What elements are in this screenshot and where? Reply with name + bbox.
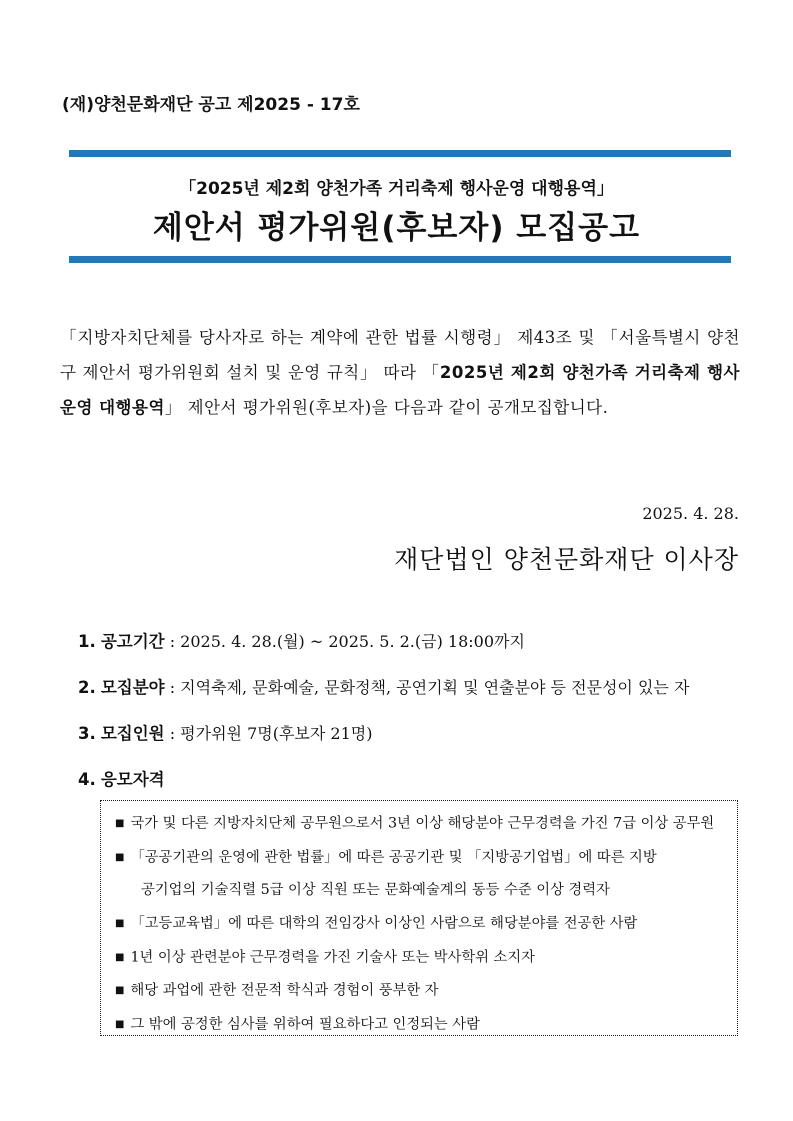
- item-announcement-period: [78, 628, 525, 652]
- bullet-icon: ■: [115, 951, 125, 963]
- item-number: 2.: [78, 678, 96, 697]
- header-bottom-bar: [69, 256, 731, 263]
- bullet-icon: ■: [115, 818, 125, 829]
- item-separator: :: [164, 724, 181, 743]
- notice-number: (재)양천문화재단 공고 제2025 - 17호: [62, 95, 360, 115]
- project-subtitle: 「2025년 제2회 양천가족 거리축제 행사운영 대행용역」: [179, 179, 614, 199]
- list-item: ■ 그 밖에 공정한 심사를 위하여 필요하다고 인정되는 사람: [115, 1016, 480, 1032]
- bullet-icon: ■: [115, 918, 125, 929]
- item-label: 응모자격: [100, 770, 165, 789]
- item-label: 모집인원: [100, 724, 165, 743]
- bullet-icon: ■: [115, 851, 125, 863]
- item-recruitment-count: [78, 720, 372, 744]
- list-item: ■ 「공공기관의 운영에 관한 법률」에 따른 공공기관 및 「지방공기업법」에 따른 지방: [115, 849, 657, 865]
- list-item: ■ 1년 이상 관련분야 근무경력을 가진 기술사 또는 박사학위 소지자: [115, 949, 535, 965]
- qualifications-box: [100, 800, 738, 1036]
- item-separator: :: [164, 678, 181, 697]
- list-item: ■ 국가 및 다른 지방자치단체 공무원으로서 3년 이상 해당분야 근무경력을 가진 7급 이상 공무원: [115, 815, 715, 832]
- item-recruitment-field: [78, 674, 689, 698]
- item-value: 지역축제, 문화예술, 문화정책, 공연기획 및 연출분야 등 전문성이 있는 자: [180, 678, 690, 697]
- intro-text-part2: 」 제안서 평가위원(후보자)을 다음과 같이 공개모집합니다.: [164, 398, 609, 417]
- item-value: 평가위원 7명(후보자 21명): [180, 724, 373, 743]
- item-label: 공고기간: [100, 632, 165, 651]
- intro-paragraph: [60, 320, 740, 425]
- item-qualifications: [78, 766, 165, 790]
- bullet-icon: ■: [115, 1018, 125, 1030]
- item-label: 모집분야: [100, 678, 165, 697]
- item-value: 2025. 4. 28.(월) ~ 2025. 5. 2.(금) 18:00까지: [180, 632, 525, 651]
- list-item: ■ 해당 과업에 관한 전문적 학식과 경험이 풍부한 자: [115, 982, 439, 999]
- qualifications-list: [101, 801, 737, 1041]
- announcement-date: 2025. 4. 28.: [642, 504, 739, 523]
- header-top-bar: [69, 150, 731, 157]
- page-title: 제안서 평가위원(후보자) 모집공고: [152, 210, 641, 246]
- intro-text-part1: 「지방자치단체를 당사자로 하는 계약에 관한 법률 시행령」 제43조 및 「서울특별시 양천구 제안서 평가위원회 설치 및 운영 규칙」 따라 「: [60, 328, 740, 382]
- intro-project-name: 2025년 제2회 양천가족 거리축제 행사운영 대행용역: [60, 363, 740, 417]
- item-number: 4.: [78, 770, 96, 789]
- list-item: ■ 「고등교육법」에 따른 대학의 전임강사 이상인 사람으로 해당분야를 전공한 사람: [115, 915, 638, 932]
- list-item-continuation: 공기업의 기술직렬 5급 이상 직원 또는 문화예술계의 동등 수준 이상 경력자: [141, 882, 610, 898]
- item-number: 3.: [78, 724, 96, 743]
- item-number: 1.: [78, 632, 96, 651]
- issuer-name: 재단법인 양천문화재단 이사장: [394, 545, 739, 574]
- bullet-icon: ■: [115, 985, 125, 996]
- item-separator: :: [164, 632, 181, 651]
